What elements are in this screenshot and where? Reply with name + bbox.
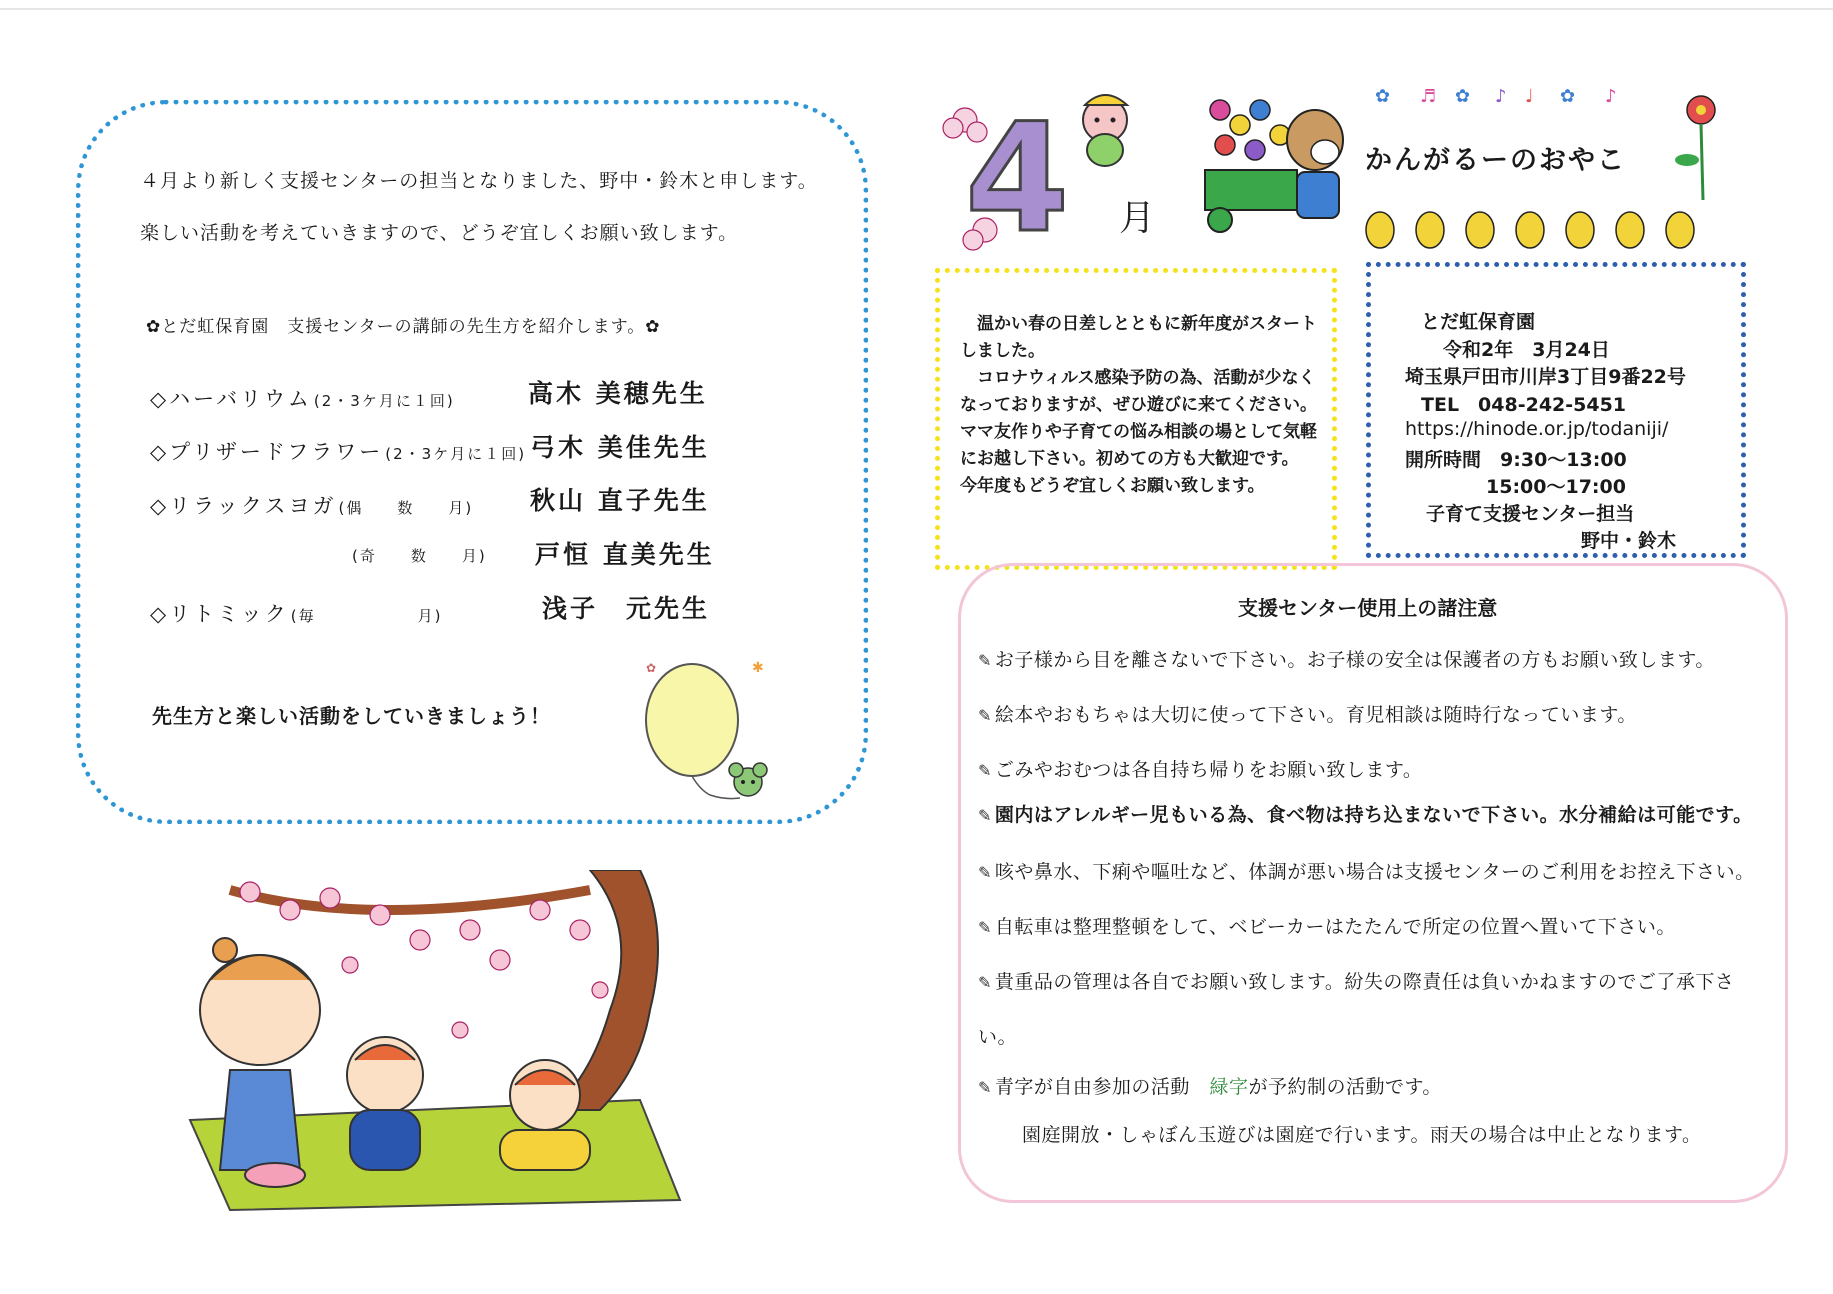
- notice-legend: [978, 1072, 1442, 1099]
- cherry-blossom-picnic-illustration: [170, 870, 730, 1220]
- greeting-paragraph-3: 今年度もどうぞ宜しくお願い致します。: [960, 476, 1265, 496]
- pencil-icon: ✎: [978, 651, 992, 670]
- intro-line-3: ✿とだ虹保育園 支援センターの講師の先生方を紹介します。✿: [146, 317, 661, 337]
- svg-text:♪: ♪: [1495, 86, 1507, 107]
- svg-text:♩: ♩: [1525, 86, 1534, 107]
- greeting-paragraph-1: 温かい春の日差しとともに新年度がスタートしました。: [960, 314, 1317, 361]
- hours-afternoon: 15:00〜17:00: [1486, 476, 1626, 498]
- closing-line: 先生方と楽しい活動をしていきましょう！: [152, 704, 551, 728]
- teacher-row: [150, 598, 442, 628]
- website-link[interactable]: https://hinode.or.jp/todaniji/: [1405, 418, 1669, 440]
- notice-text: 自転車は整理整頓をして、ベビーカーはたたんで所定の位置へ置いて下さい。: [994, 916, 1676, 938]
- notice-text: 貴重品の管理は各自でお願い致します。紛失の際責任は負いかねますのでご了承下さ: [994, 971, 1735, 993]
- svg-text:✿: ✿: [1560, 86, 1576, 107]
- teacher-name: 高木 美穂先生: [528, 379, 708, 408]
- notice-title: 支援センター使用上の諸注意: [1238, 596, 1498, 620]
- course-name: ◇プリザードフラワー: [150, 440, 384, 464]
- course-frequency: (2・3ケ月に１回): [313, 392, 455, 410]
- course-frequency: (毎 月): [290, 607, 443, 625]
- notice-item: [978, 967, 1734, 994]
- notice-item: [978, 700, 1637, 727]
- svg-text:♬: ♬: [1420, 86, 1437, 107]
- teacher-row: [150, 436, 526, 466]
- intro-line-1: ４月より新しく支援センターの担当となりました、野中・鈴木と申します。: [140, 170, 818, 192]
- org-name: とだ虹保育園: [1421, 311, 1536, 333]
- notice-text: お子様から目を離さないで下さい。お子様の安全は保護者の方もお願い致します。: [994, 649, 1715, 671]
- notice-text: 園内はアレルギー児もいる為、食べ物は持ち込まないで下さい。水分補給は可能です。: [994, 804, 1753, 826]
- notice-item: [978, 645, 1715, 672]
- notice-last: 園庭開放・しゃぼん玉遊びは園庭で行います。雨天の場合は中止となります。: [1022, 1124, 1702, 1146]
- course-frequency: (偶 数 月): [338, 499, 474, 517]
- teacher-row: [350, 545, 487, 566]
- svg-text:✿: ✿: [1455, 86, 1471, 107]
- greeting-box: [935, 268, 1337, 570]
- blue-label: 青字が自由参加の活動: [994, 1076, 1190, 1098]
- teacher-row: [150, 490, 473, 520]
- newsletter-title: かんがるーのおやこ: [1365, 145, 1626, 176]
- course-frequency: (奇 数 月): [352, 547, 487, 565]
- notice-item-continued: い。: [978, 1026, 1018, 1048]
- greeting-text: [960, 311, 1320, 500]
- svg-text:✿: ✿: [646, 661, 657, 675]
- contact-info-box: [1366, 262, 1746, 558]
- teacher-row: [150, 383, 455, 413]
- month-kanji: 月: [1119, 198, 1156, 239]
- course-frequency: (2・3ケ月に１回): [385, 445, 527, 463]
- notice-item: [978, 800, 1753, 827]
- course-name: ◇リラックスヨガ: [150, 494, 337, 518]
- month-number-glyph: 4: [965, 92, 1070, 266]
- page-top-edge: [0, 8, 1833, 10]
- intro-line-2: 楽しい活動を考えていきますので、どうぞ宜しくお願い致します。: [140, 222, 739, 244]
- staff-names: 野中・鈴木: [1581, 530, 1677, 552]
- teacher-name: 弓木 美佳先生: [530, 433, 710, 462]
- phone: TEL 048-242-5451: [1421, 394, 1627, 416]
- pencil-icon: ✎: [978, 706, 992, 725]
- notice-text: ごみやおむつは各自持ち帰りをお願い致します。: [994, 759, 1423, 781]
- svg-text:♪: ♪: [1605, 86, 1617, 107]
- pencil-icon: ✎: [978, 973, 992, 992]
- department: 子育て支援センター担当: [1426, 503, 1635, 525]
- notice-item: [978, 755, 1422, 782]
- balloon-mouse-illustration: [640, 650, 770, 810]
- notice-text: 咳や鼻水、下痢や嘔吐など、体調が悪い場合は支援センターのご利用をお控え下さい。: [994, 861, 1755, 883]
- course-name: ◇リトミック: [150, 602, 289, 626]
- svg-text:✿: ✿: [1375, 86, 1391, 107]
- pencil-icon: ✎: [978, 1078, 992, 1097]
- hours-label: 開所時間: [1405, 449, 1482, 471]
- notice-item: [978, 912, 1676, 939]
- pencil-icon: ✎: [978, 806, 992, 825]
- greeting-paragraph-2: コロナウィルス感染予防の為、活動が少なくなっておりますが、ぜひ遊びに来てください。ママ友作りや子育ての悩み相談の場として気軽にお越し下さい。初めての方も大歓迎です。: [960, 368, 1317, 469]
- teacher-name: 秋山 直子先生: [530, 486, 710, 515]
- svg-text:✱: ✱: [752, 660, 764, 676]
- teacher-name: 浅子 元先生: [542, 594, 711, 623]
- issue-date: 令和2年 3月24日: [1443, 339, 1610, 361]
- address: 埼玉県戸田市川岸3丁目9番22号: [1405, 366, 1686, 388]
- teacher-name: 戸恒 直美先生: [535, 540, 715, 569]
- hours-morning: 9:30〜13:00: [1500, 449, 1627, 471]
- hours-line-1: [1405, 445, 1627, 472]
- green-suffix: が予約制の活動です。: [1248, 1076, 1442, 1098]
- notice-text: 絵本やおもちゃは大切に使って下さい。育児相談は随時行なっています。: [994, 704, 1637, 726]
- notice-item: [978, 857, 1755, 884]
- course-name: ◇ハーバリウム: [150, 387, 312, 411]
- pencil-icon: ✎: [978, 918, 992, 937]
- green-label: 緑字: [1209, 1076, 1249, 1098]
- pencil-icon: ✎: [978, 863, 992, 882]
- pencil-icon: ✎: [978, 761, 992, 780]
